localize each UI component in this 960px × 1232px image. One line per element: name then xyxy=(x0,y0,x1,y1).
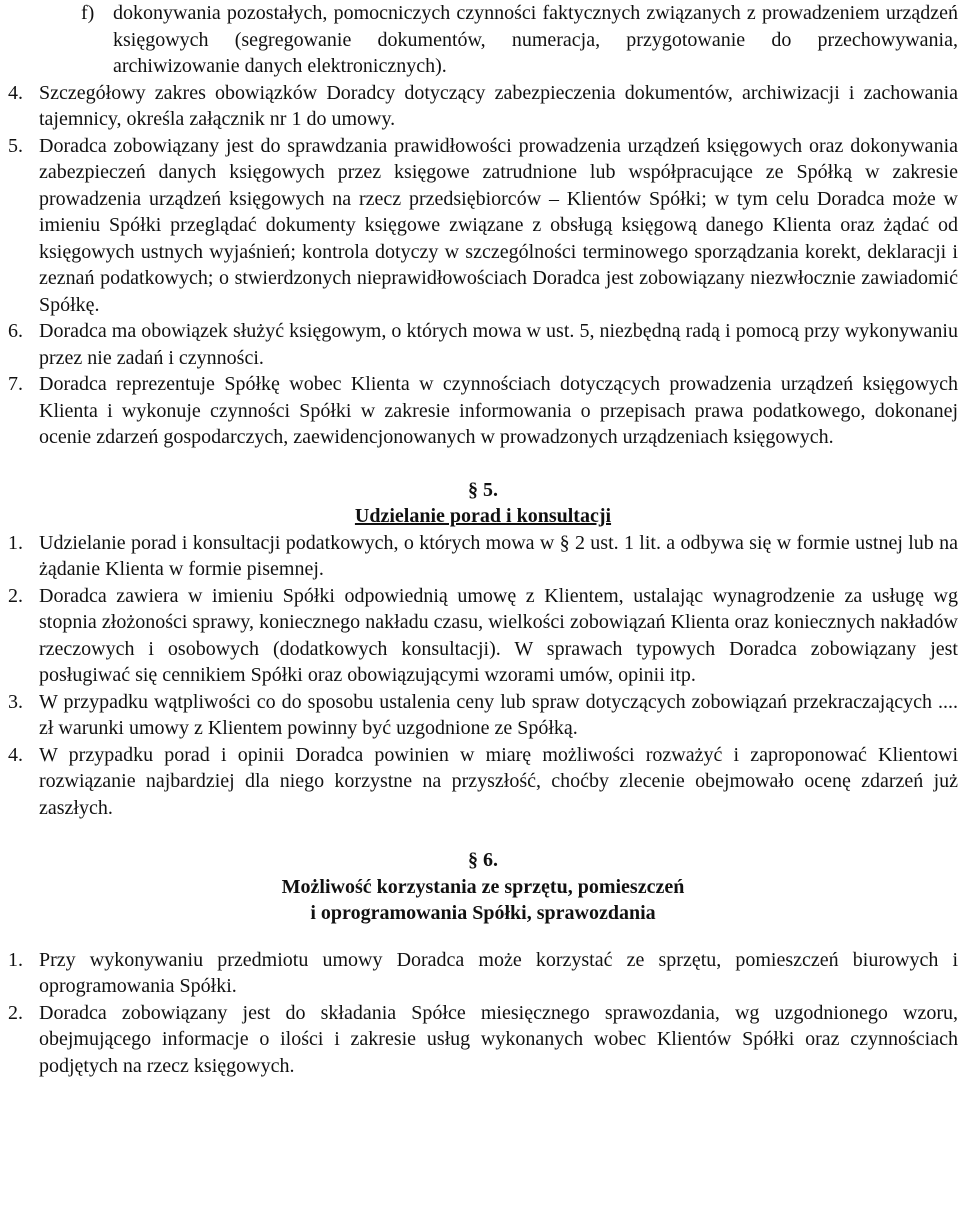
section-5-item-1 xyxy=(8,530,958,583)
item-text: Doradca zawiera w imieniu Spółki odpowiednią umowę z Klientem, ustalając wynagrodzenie za usługę wg stopnia złożoności sprawy, koniecznego nakładu czasu, wielkości zobowiązań Klienta oraz koniecznych nakładów rzeczowych i osobowych (dodatkowych konsultacji). W sprawach typowych Doradca zobowiązany jest posługiwać się cennikiem Spółki oraz obowiązującymi wzorami umów, opinii itp. xyxy=(39,584,958,686)
section-6-item-2 xyxy=(8,1000,958,1080)
item-text: W przypadku wątpliwości co do sposobu ustalenia ceny lub spraw dotyczących zobowiązań przekraczających .... zł warunki umowy z Klientem powinny być uzgodnione ze Spółką. xyxy=(39,690,958,739)
item-number: 4. xyxy=(8,743,23,766)
item-text: Szczegółowy zakres obowiązków Doradcy dotyczący zabezpieczenia dokumentów, archiwizacji i zachowania tajemnicy, określa załącznik nr 1 do umowy. xyxy=(39,81,958,130)
subitem-f xyxy=(81,0,958,80)
item-number: 1. xyxy=(8,531,23,554)
section-5-title: Udzielanie porad i konsultacji xyxy=(354,505,612,527)
item-text: Doradca zobowiązany jest do składania Spółce miesięcznego sprawozdania, wg uzgodnionego wzoru, obejmującego informacje o ilości i zakresie usług wykonanych wobec Klientów Spółki oraz czynnościach podjętych na rzecz księgowych. xyxy=(39,1001,958,1077)
section-5-item-2 xyxy=(8,583,958,689)
item-text: Doradca zobowiązany jest do sprawdzania prawidłowości prowadzenia urządzeń księgowych oraz dokonywania zabezpieczeń danych księgowych przez księgowe zatrudnione lub współpracujące ze Spółką w zakresie prowadzenia urządzeń księgowych na rzecz przedsiębiorców – Klientów Spółki; w tym celu Doradca może w imieniu Spółki przeglądać dokumenty księgowe związane z obsługą księgową danego Klienta oraz żądać od księgowych ustnych wyjaśnień; kontrola dotyczy w szczególności terminowego sporządzania korekt, deklaracji i zeznań podatkowych; o stwierdzonych nieprawidłowościach Doradca jest zobowiązany niezwłocznie zawiadomić Spółkę. xyxy=(39,134,958,316)
paragraph-item-4 xyxy=(8,80,958,133)
section-5-item-4 xyxy=(8,742,958,822)
subitem-text: dokonywania pozostałych, pomocniczych czynności faktycznych związanych z prowadzeniem urządzeń księgowych (segregowanie dokumentów, numeracja, przygotowanie do przechowywania, archiwizowanie danych elektronicznych). xyxy=(113,2,958,77)
item-number: 2. xyxy=(8,584,23,607)
section-6-title-line2: i oprogramowania Spółki, sprawozdania xyxy=(310,902,656,924)
item-text: Przy wykonywaniu przedmiotu umowy Doradca może korzystać ze sprzętu, pomieszczeń biurowych i oprogramowania Spółki. xyxy=(39,948,958,997)
item-number: 6. xyxy=(8,320,23,342)
item-number: 7. xyxy=(8,373,23,395)
item-number: 1. xyxy=(8,948,23,971)
document-page xyxy=(8,0,958,1079)
item-number: 5. xyxy=(8,134,23,157)
section-6-item-1 xyxy=(8,947,958,1000)
section-5-heading: § 5. xyxy=(468,478,498,501)
section-6-title-line1: Możliwość korzystania ze sprzętu, pomieszczeń xyxy=(281,875,685,898)
section-6-heading: § 6. xyxy=(468,849,498,871)
paragraph-item-6 xyxy=(8,318,958,371)
paragraph-item-7 xyxy=(8,371,958,451)
section-5-item-3 xyxy=(8,689,958,742)
item-text: Doradca reprezentuje Spółkę wobec Klienta w czynnościach dotyczących prowadzenia urządzeń księgowych Klienta i wykonuje czynności Spółki w zakresie informowania o przepisach prawa podatkowego, dokonanej ocenie zdarzeń gospodarczych, zaewidencjonowanych w prowadzonych urządzeniach księgowych. xyxy=(39,373,958,448)
item-text: Udzielanie porad i konsultacji podatkowych, o których mowa w § 2 ust. 1 lit. a odbywa się w formie ustnej lub na żądanie Klienta w formie pisemnej. xyxy=(39,531,958,580)
item-number: 2. xyxy=(8,1001,23,1024)
item-number: 3. xyxy=(8,690,23,713)
item-text: Doradca ma obowiązek służyć księgowym, o których mowa w ust. 5, niezbędną radą i pomocą przy wykonywaniu przez nie zadań i czynności. xyxy=(39,320,958,369)
subitem-number: f) xyxy=(81,2,95,24)
item-text: W przypadku porad i opinii Doradca powinien w miarę możliwości rozważyć i zaproponować Klientowi rozwiązanie najbardziej dla niego korzystne na przyszłość, choćby zlecenie obejmowało ocenę zdarzeń już zaszłych. xyxy=(39,743,958,819)
item-number: 4. xyxy=(8,81,23,104)
paragraph-item-5 xyxy=(8,133,958,319)
